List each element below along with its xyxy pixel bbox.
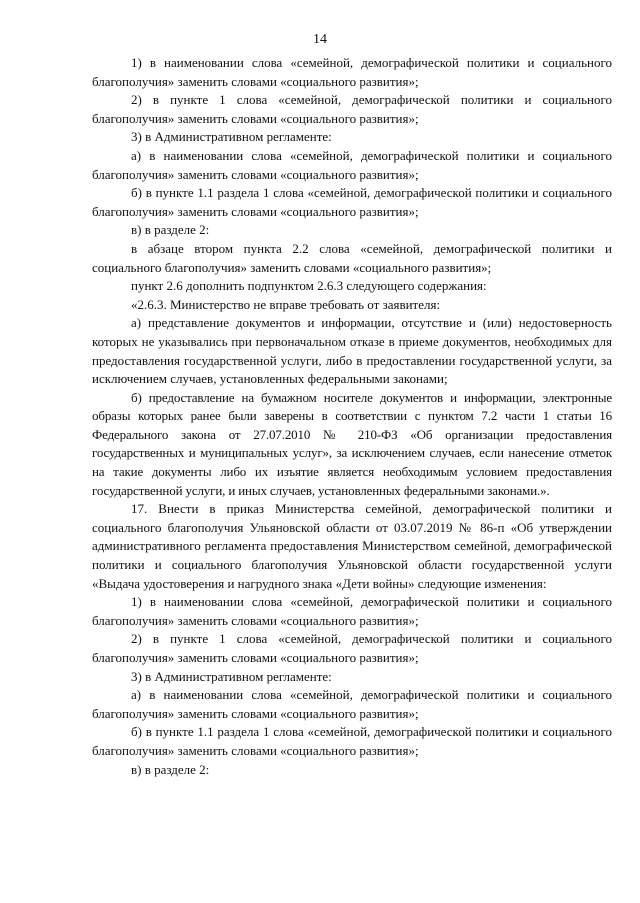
paragraph-4: а) в наименовании слова «семейной, демографической политики и социального благополучия» заменить словами «социального развития»; — [92, 147, 612, 182]
page-number: 14 — [313, 32, 327, 47]
paragraph-6: в) в разделе 2: — [131, 222, 210, 238]
paragraph-15: 3) в Административном регламенте: — [131, 668, 332, 684]
paragraph-13: 1) в наименовании слова «семейной, демографической политики и социального благополучия» заменить словами «социального развития»; — [92, 594, 612, 628]
paragraph-1: 1) в наименовании слова «семейной, демографической политики и социального благополучия» заменить словами «социального развития»; — [92, 55, 612, 89]
paragraph-3: 3) в Административном регламенте: — [131, 129, 332, 145]
paragraph-2: 2) в пункте 1 слова «семейной, демографической политики и социального благополучия» заменить словами «социального развития»; — [92, 92, 612, 126]
paragraph-7: в абзаце втором пункта 2.2 слова «семейной, демографической политики и социального благополучия» заменить словами «социального развития»; — [92, 240, 612, 275]
paragraph-18: в) в разделе 2: — [131, 761, 210, 777]
paragraph-12: 17. Внести в приказ Министерства семейной, демографической политики и социального благополучия Ульяновской области от 03.07.2019 № 86-п «Об утверждении административного регламента предоставления Министерством семейной, демографической политики и социального благополучия Ульяновской области государственной услуги «Выдача удостоверения и нагрудного знака «Дети войны» следующие изменения: — [92, 501, 612, 591]
paragraph-11: б) предоставление на бумажном носителе документов и информации, электронные образы которых ранее были заверены в соответствии с пунктом 7.2 части 1 статьи 16 Федерального закона от 27.07.2010 № 210-ФЗ «Об организации предоставления государственных и муниципальных услуг», за исключением случаев, если нанесение отметок на такие документы либо их изъятие является необходимым условием предоставления государственной услуги, и иных случаев, установленных федеральными законами.». — [92, 389, 612, 498]
paragraph-10: а) представление документов и информации, отсутствие и (или) недостоверность которых не указывались при первоначальном отказе в приеме документов, необходимых для предоставления государственной услуги, либо в предоставлении государственной услуги, за исключением случаев, установленных федеральными законами; — [92, 315, 612, 387]
paragraph-17: б) в пункте 1.1 раздела 1 слова «семейной, демографической политики и социального благополучия» заменить словами «социального развития»; — [92, 724, 612, 758]
paragraph-5: б) в пункте 1.1 раздела 1 слова «семейной, демографической политики и социального благополучия» заменить словами «социального развития»; — [92, 185, 612, 219]
paragraph-16: а) в наименовании слова «семейной, демографической политики и социального благополучия» заменить словами «социального развития»; — [92, 687, 612, 721]
document-body — [92, 54, 612, 779]
paragraph-8: пункт 2.6 дополнить подпунктом 2.6.3 следующего содержания: — [131, 278, 487, 294]
paragraph-9: «2.6.3. Министерство не вправе требовать от заявителя: — [131, 296, 441, 312]
paragraph-14: 2) в пункте 1 слова «семейной, демографической политики и социального благополучия» заменить словами «социального развития»; — [92, 631, 612, 665]
